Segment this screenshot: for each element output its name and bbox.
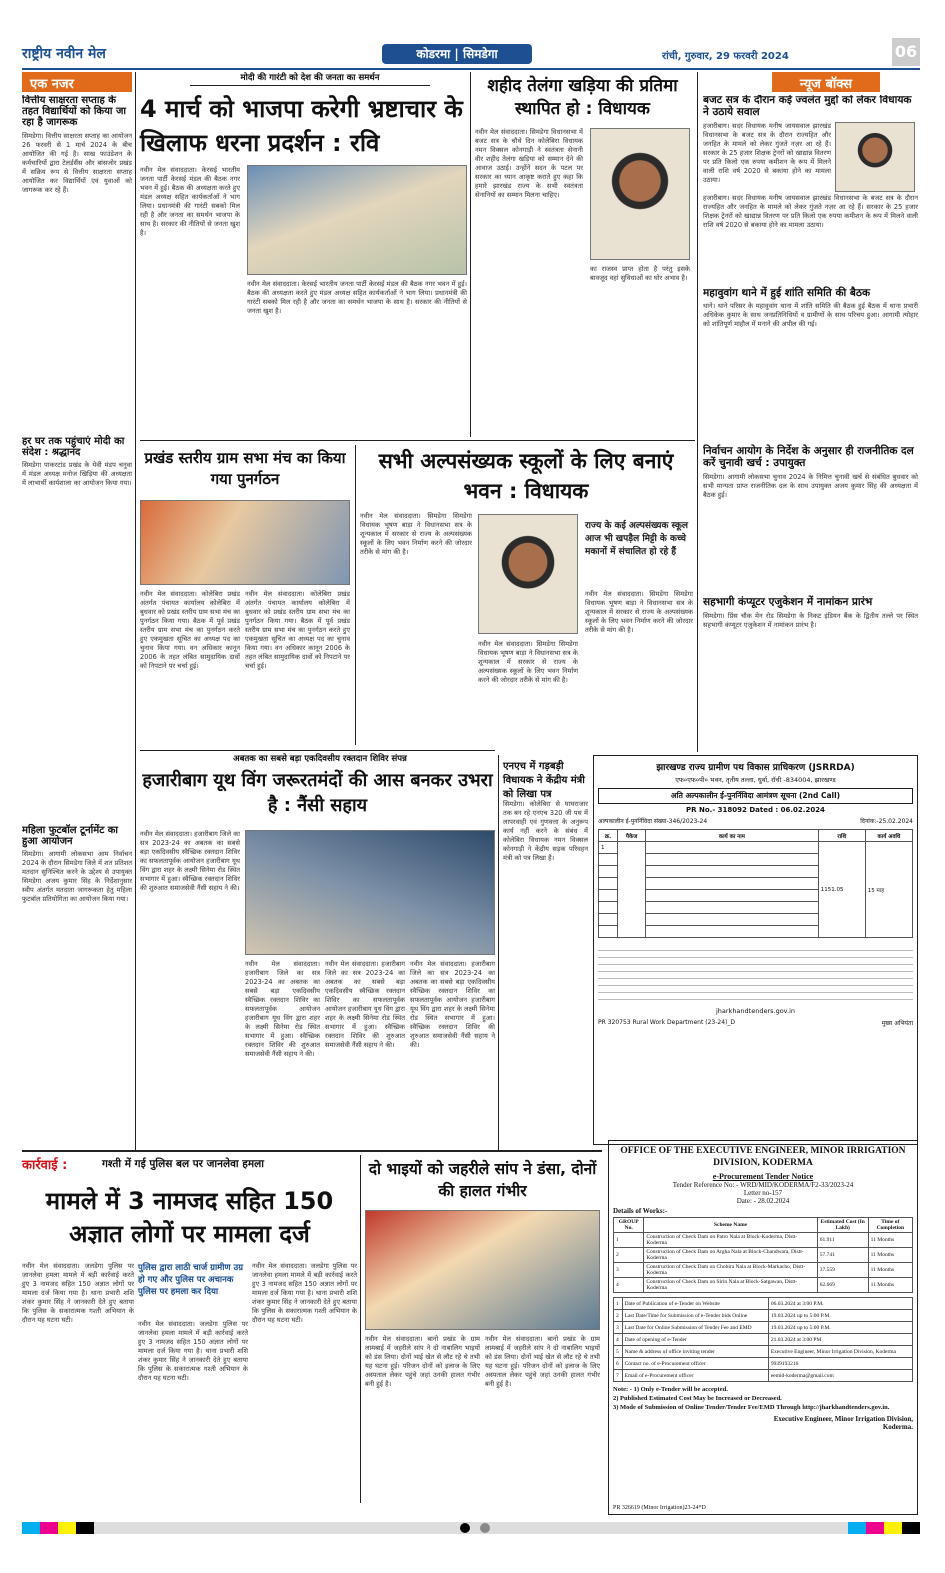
- tender2-note: 2) Published Estimated Cost May be Increased or Decreased.: [613, 1395, 782, 1402]
- mid-rule-3: [22, 1150, 602, 1152]
- story2-rule: [697, 72, 698, 752]
- story5-body-cont3: नवीन मेल संवाददाता। हजारीबाग जिले का सत्र 2023-24 का अबतक का सबसे बड़ा एकदिवसीय स्वैच्छिक रक्तदान शिविर का सफलतापूर्वक आयोजन हजारीबाग यूथ विंग द्वारा शहर के लक्ष्मी सिनेमा रोड स्थित सभागार में हुआ। स्वैच्छिक रक्तदान शिविर की शुरुआत समाजसेवी नैंसी सहाय ने की।: [410, 960, 495, 1049]
- tender2-note: Note: - 1) Only e-Tender will be accepted.: [613, 1386, 728, 1393]
- story5-rule: [498, 755, 499, 1150]
- tender1-col: क्र.: [599, 830, 618, 842]
- tender2-letter: Letter no-157: [743, 1189, 783, 1197]
- tender1-period: 15 माह: [865, 842, 912, 938]
- dateline: रांची, गुरुवार, 29 फरवरी 2024: [662, 51, 789, 62]
- story5-body-cont2: नवीन मेल संवाददाता। हजारीबाग जिले का सत्र 2023-24 का अबतक का सबसे बड़ा एकदिवसीय स्वैच्छिक रक्तदान शिविर का सफलतापूर्वक आयोजन हजारीबाग यूथ विंग द्वारा शहर के लक्ष्मी सिनेमा रोड स्थित सभागार में हुआ। स्वैच्छिक रक्तदान शिविर की शुरुआत समाजसेवी नैंसी सहाय ने की।: [325, 960, 405, 1049]
- story7-photo: [365, 1210, 600, 1330]
- masthead-rule: [22, 68, 920, 70]
- table-row: 2 Construction of Check Dam on Argha Nala at Block-Chandwara, Distt-Koderma 57.741 11 Months: [614, 1248, 913, 1263]
- news-box-label: न्यूज बॉक्स: [772, 72, 880, 92]
- story1-headline: 4 मार्च को भाजपा करेगी भ्रष्टाचार के खिलाफ धरना प्रदर्शन : रवि: [140, 95, 463, 157]
- left-column: [22, 95, 132, 1140]
- tender1-site: jharkhandtenders.gov.in: [715, 1007, 796, 1015]
- story3-photo: [140, 500, 350, 585]
- story1-body-cont: नवीन मेल संवाददाता। केरसई भारतीय जनता पार्टी केरसई मंडल की बैठक नगर भवन में हुई। बैठक की अध्यक्षता करते हुए मंडल अध्यक्ष सहित कार्यकर्ताओं ने भाग लिया। प्रधानमंत्री की गारंटी सबको मिल रही है और जनता का समर्थन भाजपा के साथ है। सरकार की नीतियों से जनता खुश है।: [247, 280, 467, 315]
- tender1-signatory: मुख्य अभियंता: [881, 1020, 913, 1027]
- tender1-col: कार्य अवधि: [865, 830, 912, 842]
- story4-headline: सभी अल्पसंख्यक स्कूलों के लिए बनाएं भवन : विधायक: [378, 449, 674, 503]
- table-row: 4 Date of opening of e-Tender 21.03.2024 at 3:00 PM: [614, 1334, 913, 1346]
- mid-rule-2: [140, 750, 495, 751]
- registration-dot: [460, 1523, 470, 1533]
- story4-sub-body: सिमडेगा। कोलेबिरा से घाघराजार तक बन रहे एनएच 320 जी पथ में लापरवाही एवं गुणवत्ता के अनुरूप कार्य नहीं करने के संबंध में कोलेबिरा विधायक नमन विक्सल कोनगाड़ी ने केंद्रीय सड़क परिवहन मंत्री को पत्र लिखा है।: [503, 800, 588, 862]
- story7-body-cont: नवीन मेल संवाददाता। बानो प्रखंड के ग्राम लामबाई में जहरीले सांप ने दो नाबालिग भाइयों को डंस लिया। दोनों भाई खेत से लौट रहे थे तभी यह घटना हुई। परिजन दोनों को इलाज के लिए अस्पताल लेकर पहुंचे जहां उनकी हालत गंभीर बनी हुई है।: [485, 1335, 600, 1388]
- table-row: 1 Construction of Check Dam on Patro Nala at Block-Koderma, Distt-Koderma 61.911 11 Months: [614, 1233, 913, 1248]
- table-row: 6 Contact no. of e-Procurement officer 9939193216: [614, 1358, 913, 1370]
- tender1-ref: अल्पकालीन ई-पुनर्निविदा संख्या-346/2023-24: [598, 818, 708, 825]
- left-b2: सिमडेगा पाकरटांड प्रखंड के येवी मंडप चनुवा में मंडल अध्यक्ष मनोज खिड़िया की अध्यक्षता में लाभार्थी कार्यशाला का आयोजन किया गया।: [22, 460, 132, 487]
- story5-body-cont: नवीन मेल संवाददाता। हजारीबाग जिले का सत्र 2023-24 का अबतक का सबसे बड़ा एकदिवसीय स्वैच्छिक रक्तदान शिविर का सफलतापूर्वक आयोजन हजारीबाग यूथ विंग द्वारा शहर के लक्ष्मी सिनेमा रोड स्थित सभागार में हुआ। स्वैच्छिक रक्तदान शिविर की शुरुआत समाजसेवी नैंसी सहाय ने की।: [245, 960, 320, 1058]
- story6-body-cont2: नवीन मेल संवाददाता। जलडेगा पुलिस पर जानलेवा हमला मामले में बड़ी कार्रवाई करते हुए 3 नामजद सहित 150 अज्ञात लोगों पर मामला दर्ज किया गया है। थाना प्रभारी शशि शंकर कुमार सिंह ने जानकारी देते हुए बताया कि पुलिस के सकारात्मक गश्ती अभियान के दौरान यह घटना घटी।: [252, 1262, 357, 1324]
- story5-kicker: अबतक का सबसे बड़ा एकदिवसीय रक्तदान शिविर संपन्न: [233, 754, 407, 764]
- left-h3: महिला फुटबॉल टूर्नामेंट का हुआ आयोजन: [22, 824, 118, 848]
- left-col-rule: [135, 72, 136, 1152]
- story6-kicker: गश्ती में गई पुलिस बल पर जानलेवा हमला: [102, 1158, 264, 1170]
- tender1-pr: PR No.- 318092 Dated : 06.02.2024: [686, 806, 825, 814]
- story1-photo: [247, 165, 467, 275]
- table-row: 3 Last Date for Online Submission of Tender Fee and EMD 19.03.2024 up to 5:00 P.M.: [614, 1322, 913, 1334]
- story4-body-cont: नवीन मेल संवाददाता। सिमडेगा सिमडेगा विधायक भूषण बाड़ा ने विधानसभा सत्र के शून्यकाल में सरकार से राज्य के अल्पसंख्यक स्कूलों के लिए भवन निर्माण करने की जोरदार तरीके से मांग की है।: [478, 640, 578, 684]
- tender1-address: एफ०एफ०पी० भवन, तृतीय तल्ला, धुर्वा, रॉची -834004, झारखण्ड: [675, 776, 836, 784]
- story7-headline: दो भाइयों को जहरीले सांप ने डंसा, दोनों की हालत गंभीर: [368, 1160, 597, 1200]
- news-box-h1: बजट सत्र के दौरान कई ज्वलंत मुद्दों को लेकर विधायक ने उठाये सवाल: [703, 95, 912, 118]
- tender2-col: GROUP No.: [614, 1218, 644, 1233]
- news-box-photo: [835, 122, 915, 192]
- table-row: 5 Name & address of office inviting tender Executive Engineer, Minor Irrigation Division, Koderma: [614, 1346, 913, 1358]
- tender2-footer: PR 326619 (Minor Irrigation)23-24*D: [613, 1505, 706, 1511]
- tender2-box: [608, 1140, 918, 1515]
- tender1-col: राशि: [818, 830, 865, 842]
- news-box-b1-cont: हजारीबाग। सदर विधायक मनीष जायसवाल झारखंड विधानसभा के बजट सत्र के दौरान राज्यहित और जनहित के मामले को लेकर गुंजते नज़र आ रहे हैं। सरकार के 25 हजार शिक्षक ट्रेनरों को खाद्यान्न वितरण पर प्रति किलो एक रुपया कमीशन के रूप में मिलने वाली राशि वर्ष 2020 से बकाया होने का मामला उठाया।: [703, 193, 918, 229]
- story5-headline: हजारीबाग यूथ विंग जरूरतमंदों की आस बनकर उभरा है : नैंसी सहाय: [142, 770, 493, 816]
- story5-body: नवीन मेल संवाददाता। हजारीबाग जिले का सत्र 2023-24 का अबतक का सबसे बड़ा एकदिवसीय स्वैच्छिक रक्तदान शिविर का सफलतापूर्वक आयोजन हजारीबाग यूथ विंग द्वारा शहर के लक्ष्मी सिनेमा रोड स्थित सभागार में हुआ। स्वैच्छिक रक्तदान शिविर की शुरुआत समाजसेवी नैंसी सहाय ने की।: [140, 830, 240, 892]
- news-box: [703, 95, 918, 750]
- tender2-ref: Tender Reference No: - WRD/MID/KODERMA/F2-33/2023-24: [672, 1181, 854, 1189]
- news-box-b2: थाने। थाने परिसर के महावुवांग थाना में शांति समिति की बैठक हुई बैठक में थाना प्रभारी अधिकेक कुमार के साथ जनप्रतिनिधियों व ग्रामीणों के साथ परिचय हुआ। आगामी त्योहार को शांतिपूर्ण माहौल में मनाने की अपील की गई।: [703, 302, 918, 329]
- tender1-agency: झारखण्ड राज्य ग्रामीण पथ विकास प्राधिकरण (JSRRDA): [656, 763, 855, 773]
- story1-rule: [470, 72, 471, 437]
- news-box-h2: महावुवांग थाने में हुई शांति समिति की बैठक: [703, 286, 871, 299]
- story3-body: नवीन मेल संवाददाता। कोलेबिरा प्रखंड अंतर्गत पंचायत कार्यालय कोलेबिरा में बुधवार को प्रखंड स्तरीय ग्राम सभा मंच का पुनर्गठन किया गया। बैठक में पूर्व प्रखंड स्तरीय ग्राम सभा मंच का पुनर्गठन करते हुए एकमुखता सूचित का अध्यक्ष पद का चुनाव किया गया। वन अधिकार कानून 2006 के तहत लंबित सामुदायिक दावों को निपटाने पर चर्चा हुई।: [140, 590, 240, 670]
- tender2-works-table: [613, 1217, 913, 1293]
- registration-strip: [22, 1522, 920, 1534]
- story4-body-cont2: नवीन मेल संवाददाता। सिमडेगा सिमडेगा विधायक भूषण बाड़ा ने विधानसभा सत्र के शून्यकाल में सरकार से राज्य के अल्पसंख्यक स्कूलों के लिए भवन निर्माण करने की जोरदार तरीके से मांग की है।: [585, 590, 693, 634]
- tender2-col: Estimated Cost (In Lakh): [817, 1218, 868, 1233]
- table-row: 2 Last Date/Time for Submission of e-Tender bids Online 19.03.2024 up to 5:00 P.M.: [614, 1310, 913, 1322]
- tender2-schedule-table: [613, 1297, 913, 1382]
- tender2-notes: [613, 1385, 913, 1412]
- story6-headline: मामले में 3 नामजद सहित 150 अज्ञात लोगों पर मामला दर्ज: [45, 1187, 334, 1248]
- registration-dot: [480, 1523, 490, 1533]
- story3-headline: प्रखंड स्तरीय ग्राम सभा मंच का किया गया पुनर्गठन: [144, 449, 346, 488]
- story7-body: नवीन मेल संवाददाता। बानो प्रखंड के ग्राम लामबाई में जहरीले सांप ने दो नाबालिग भाइयों को डंस लिया। दोनों भाई खेत से लौट रहे थे तभी यह घटना हुई। परिजन दोनों को इलाज के लिए अस्पताल लेकर पहुंचे जहां उनकी हालत गंभीर बनी हुई है।: [365, 1335, 480, 1388]
- section-banner: कोडरमा | सिमडेगा: [382, 44, 532, 64]
- story2-photo: [590, 128, 690, 260]
- table-row: 7 Email of e-Procurement officer eemid-koderma@gmail.com: [614, 1370, 913, 1382]
- news-box-h4: सहभागी कंप्यूटर एजुकेशन में नामांकन प्रारंभ: [703, 595, 873, 608]
- tender1-col: कार्य का नाम: [646, 830, 819, 842]
- tender2-signature: Executive Engineer, Minor Irrigation Division, Koderma.: [773, 1415, 913, 1431]
- left-h1: वित्तीय साक्षरता सप्ताह के तहत विद्यार्थियों को किया जा रहा है जागरूक: [22, 95, 126, 129]
- tender2-date: Date: - 28.02.2024: [736, 1197, 790, 1205]
- tender1-box: [593, 755, 918, 1145]
- table-row: 1 Date of Publication of e-Tender on Website 06.03.2024 at 3:00 P.M.: [614, 1298, 913, 1310]
- story6-body-cont: नवीन मेल संवाददाता। जलडेगा पुलिस पर जानलेवा हमला मामले में बड़ी कार्रवाई करते हुए 3 नामजद सहित 150 अज्ञात लोगों पर मामला दर्ज किया गया है। थाना प्रभारी शशि शंकर कुमार सिंह ने जानकारी देते हुए बताया कि पुलिस के सकारात्मक गश्ती अभियान के दौरान यह घटना घटी।: [138, 1320, 248, 1382]
- table-row: 4 Construction of Check Dam on Sirin Nala at Block-Satgawan, Distt-Koderma 62.669 11 Months: [614, 1278, 913, 1293]
- story4-sub-headline: एनएच में गड़बड़ी विधायक ने केंद्रीय मंत्री को लिखा पत्र: [503, 761, 585, 800]
- tender2-notice: e-Procurement Tender Notice: [712, 1172, 814, 1181]
- news-box-h3: निर्वाचन आयोग के निर्देश के अनुसार ही राजनीतिक दल करें चुनावी खर्च : उपायुक्त: [703, 445, 914, 469]
- tender1-table: क्र. पैकेज कार्य का नाम राशि कार्य अवधि 1 1151.05 15 माह: [598, 829, 913, 938]
- tender2-note: 3) Mode of Submission of Online Tender/Tender Fee/EMD Through http://jharkhandtenders.gov.in.: [613, 1404, 890, 1411]
- ek-nazar-label: एक नजर: [22, 72, 132, 92]
- tender1-date: दिनांक:-25.02.2024: [860, 818, 913, 825]
- story6-body: नवीन मेल संवाददाता। जलडेगा पुलिस पर जानलेवा हमला मामले में बड़ी कार्रवाई करते हुए 3 नामजद सहित 150 अज्ञात लोगों पर मामला दर्ज किया गया है। थाना प्रभारी शशि शंकर कुमार सिंह ने जानकारी देते हुए बताया कि पुलिस के सकारात्मक गश्ती अभियान के दौरान यह घटना घटी।: [22, 1262, 134, 1324]
- story4-pull-quote: राज्य के कई अल्पसंख्यक स्कूल आज भी खपड़ैल मिट्टी के कच्चे मकानों में संचालित हो रहे हैं: [585, 521, 689, 557]
- table-row: 3 Construction of Check Dam on Chobira Nala at Block-Markacho, Distt-Koderma 37.559 11 Months: [614, 1263, 913, 1278]
- tender1-title: अति अल्पकालीन ई-पुनर्निविदा आमंत्रण सूचना (2nd Call): [598, 788, 913, 804]
- tender1-notes: [598, 944, 913, 1004]
- story1-body: नवीन मेल संवाददाता। केरसई भारतीय जनता पार्टी केरसई मंडल की बैठक नगर भवन में हुई। बैठक की अध्यक्षता करते हुए मंडल अध्यक्ष सहित कार्यकर्ताओं ने भाग लिया। प्रधानमंत्री की गारंटी सबको मिल रही है और जनता का समर्थन भाजपा के साथ है। सरकार की नीतियों से जनता खुश है।: [140, 166, 240, 237]
- tender2-col: Time of Completion: [868, 1218, 912, 1233]
- karwai-label: कार्रवाई :: [22, 1158, 68, 1173]
- left-b1: सिमडेगा। वित्तीय साक्षरता सप्ताह का आयोजन 26 फरवरी से 1 मार्च 2024 के बीच आयोजित की गई है। साख फाउंडेशन के कर्मचारियों द्वारा टेलर्डसैंस और बांसजोर प्रखंड में सक्रिय रूप से वित्तीय साक्षरता सप्ताह आयोजित कर विद्यार्थियों एवं युवाओं को जागरूक कर रहे हैं।: [22, 131, 132, 194]
- paper-logo: राष्ट्रीय नवीन मेल: [22, 46, 106, 62]
- story3-rule: [355, 445, 356, 745]
- masthead: [22, 42, 920, 68]
- story6-kicker-row: [22, 1155, 357, 1175]
- story1-kicker: मोदी की गारंटी को देश की जनता का समर्थन: [190, 72, 430, 86]
- story5-photo: [245, 830, 495, 955]
- story2-headline: शहीद तेलंगा खड़िया की प्रतिमा स्थापित हो : विधायक: [487, 76, 678, 119]
- tender2-col: Scheme Name: [644, 1218, 817, 1233]
- tender1-amount: 1151.05: [818, 842, 865, 938]
- news-box-b1: हजारीबाग। सदर विधायक मनीष जायसवाल झारखंड विधानसभा के बजट सत्र के दौरान राज्यहित और जनहित के मामले को लेकर गुंजते नज़र आ रहे हैं। सरकार के 25 हजार शिक्षक ट्रेनरों को खाद्यान्न वितरण पर प्रति किलो एक रुपया कमीशन के रूप में मिलने वाली राशि वर्ष 2020 से बकाया होने का मामला उठाया।: [703, 121, 831, 184]
- story2-caption: का राजस्व प्राप्त होता है परंतु इसके बावजूद वहां सुविधाओं का घोर अभाव है।: [590, 265, 690, 282]
- mid-rule-1: [140, 440, 695, 441]
- left-b3: सिमडेगा। आगामी लोकसभा आम निर्वाचन 2024 के दौरान सिमडेगा जिले में शत प्रतिशत मतदान सुनिश्चित करने के उद्देश्य से उपायुक्त सिमडेगा अजय कुमार सिंह के निर्देशानुसार स्वीप अंतर्गत मतदाता जागरूकता हेतु महिला फुटबॉल प्रतियोगिता का आयोजन किया गया।: [22, 850, 132, 904]
- news-box-b3: सिमडेगा। आगामी लोकसभा चुनाव 2024 के निमित्त चुनावी खर्च से संबंधित बुधवार को सभी मान्यता प्राप्त राजनीतिक दल के साथ उपायुक्त अजय कुमार सिंह की अध्यक्षता में बैठक हुई।: [703, 472, 918, 499]
- tender1-footer: PR 320753 Rural Work Department (23-24)_D: [598, 1019, 735, 1026]
- tender2-office: OFFICE OF THE EXECUTIVE ENGINEER, MINOR IRRIGATION DIVISION, KODERMA: [620, 1146, 906, 1168]
- tender2-details: Details of Works:-: [613, 1207, 668, 1215]
- story4-body: नवीन मेल संवाददाता। सिमडेगा सिमडेगा विधायक भूषण बाड़ा ने विधानसभा सत्र के शून्यकाल में सरकार से राज्य के अल्पसंख्यक स्कूलों के लिए भवन निर्माण करने की जोरदार तरीके से मांग की है।: [360, 512, 472, 556]
- tender1-col: पैकेज: [618, 830, 646, 842]
- story6-pull-quote: पुलिस द्वारा लाठी चार्ज ग्रामीण उग्र हो गए और पुलिस पर अचानक पुलिस पर हमला कर दिया: [138, 1263, 243, 1297]
- story2-body: नवीन मेल संवाददाता। सिमडेगा विधानसभा में बजट सत्र के चौथे दिन कोलेबिरा विधायक नमन विक्सल कोनगाड़ी ने स्वतंत्रता सेनानी वीर शहीद तेलंगा खड़िया को सम्मान देने की आवाज उठाई। उन्होंने सदन के पटल पर सरकार का ध्यान आकृष्ट कराते हुए कहा कि हमारे झारखंड राज्य के सभी स्वतंत्रता सेनानियों का सम्मान मिलना चाहिए।: [475, 128, 583, 199]
- page-number: 06: [892, 38, 920, 66]
- left-h2: हर घर तक पहुंचाएं मोदी का संदेश : श्रद्धानंद: [22, 435, 125, 458]
- story3-body-cont: नवीन मेल संवाददाता। कोलेबिरा प्रखंड अंतर्गत पंचायत कार्यालय कोलेबिरा में बुधवार को प्रखंड स्तरीय ग्राम सभा मंच का पुनर्गठन किया गया। बैठक में पूर्व प्रखंड स्तरीय ग्राम सभा मंच का पुनर्गठन करते हुए एकमुखता सूचित का अध्यक्ष पद का चुनाव किया गया। वन अधिकार कानून 2006 के तहत लंबित सामुदायिक दावों को निपटाने पर चर्चा हुई।: [245, 590, 350, 670]
- news-box-b4: सिमडेगा। प्रिंस चौक मेन रोड सिमडेगा के निकट इंडियन बैंक के द्वितीय तल्ले पर स्थित सहभागी कंप्यूटर एजुकेशन में नामांकन प्रारंभ है।: [703, 611, 918, 629]
- story6-rule: [360, 1155, 361, 1503]
- story4-photo: [478, 514, 578, 634]
